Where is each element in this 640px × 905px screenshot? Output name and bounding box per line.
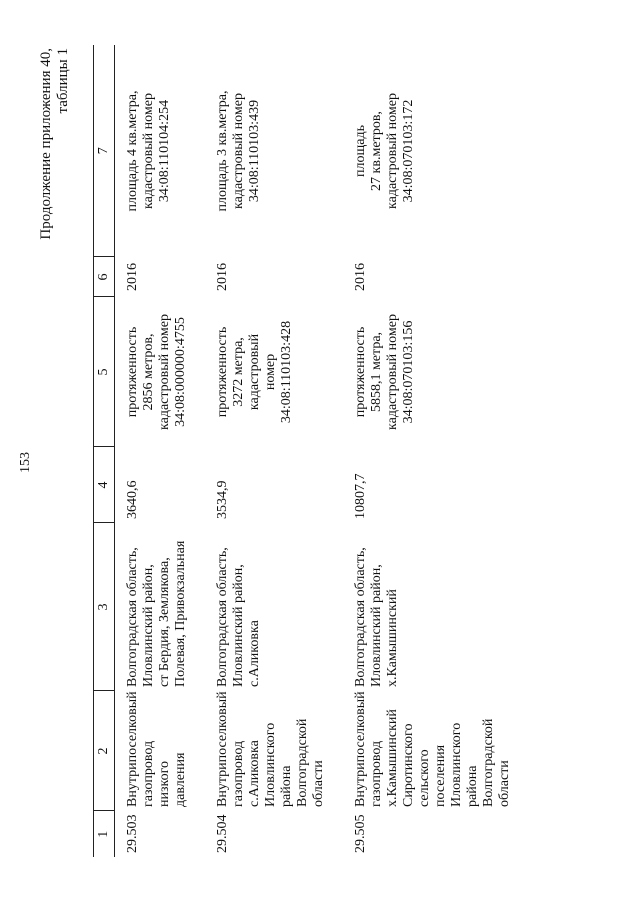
object-name-line: Волгоградской	[481, 718, 496, 807]
row-number: 29.505	[353, 814, 368, 853]
object-location-line: Иловлинский район,	[141, 564, 156, 687]
object-name-line: давления	[173, 752, 188, 807]
objects-table	[93, 45, 529, 857]
land-plot-info	[343, 45, 529, 257]
table-body	[115, 45, 530, 857]
object-parameters	[343, 297, 529, 447]
object-name	[205, 691, 343, 811]
object-parameters-line: 34:08:110103:428	[279, 320, 294, 424]
object-name-line: Волгоградской	[295, 718, 310, 807]
object-name-line: Внутрипоселковый	[353, 691, 368, 807]
row-number: 29.503	[125, 814, 140, 853]
page-number: 153	[18, 452, 33, 473]
object-name-line: с.Аликовка	[247, 740, 262, 807]
object-parameters-line: кадастровый номер	[157, 314, 172, 430]
land-plot-info-line: 34:08:110104:254	[157, 99, 172, 203]
object-name-line: Иловлинского района	[449, 722, 480, 807]
object-location-line: Иловлинский район,	[231, 564, 246, 687]
object-name-line: газопровод низкого	[141, 740, 172, 807]
object-parameters-line: номер	[263, 353, 278, 391]
object-name	[343, 691, 529, 811]
land-plot-info-line: площадь 3 кв.метра,	[215, 90, 230, 212]
object-parameters-line: 34:08:070103:156	[401, 320, 416, 424]
object-location-line: ст Бердия, Землякова,	[157, 557, 172, 687]
object-name-line: газопровод	[231, 740, 246, 807]
object-name	[115, 691, 206, 811]
object-parameters	[205, 297, 343, 447]
header-row	[94, 45, 115, 857]
object-name-line: Внутрипоселковый	[125, 691, 140, 807]
object-parameters-line: кадастровый номер	[385, 314, 400, 430]
object-year: 2016	[125, 263, 140, 291]
column-header: 6	[94, 257, 115, 297]
object-name-line: газопровод	[369, 740, 384, 807]
object-parameters-line: 5858,1 метра,	[369, 331, 384, 413]
column-header: 1	[94, 811, 115, 857]
land-plot-info-line: кадастровый номер	[141, 93, 156, 209]
table-row	[343, 45, 529, 857]
land-plot-info-line: 27 кв.метров,	[369, 111, 384, 191]
object-name-line: Внутрипоселковый	[215, 691, 230, 807]
land-plot-info-line: кадастровый номер	[385, 93, 400, 209]
object-year: 2016	[215, 263, 230, 291]
column-header: 4	[94, 447, 115, 523]
object-location-line: Полевая, Привокзальная	[173, 540, 188, 687]
land-plot-info	[205, 45, 343, 257]
object-name-line: области	[497, 760, 512, 807]
object-name-line: Сиротинского	[401, 723, 416, 807]
object-parameters-line: протяженность	[125, 326, 140, 418]
object-location-line: с.Аликовка	[247, 620, 262, 687]
object-name-line: Иловлинского района	[263, 722, 294, 807]
object-location	[115, 523, 206, 691]
land-plot-info	[115, 45, 206, 257]
land-plot-info-line: кадастровый номер	[231, 93, 246, 209]
object-location-line: Иловлинский район,	[369, 564, 384, 687]
column-header: 3	[94, 523, 115, 691]
land-plot-info-line: площадь 4 кв.метра,	[125, 90, 140, 212]
object-parameters-line: кадастровый	[247, 333, 262, 411]
object-location	[343, 523, 529, 691]
continuation-note	[38, 48, 72, 308]
row-number: 29.504	[215, 814, 230, 853]
object-location	[205, 523, 343, 691]
object-name-line: сельского поселения	[417, 744, 448, 807]
land-plot-info-line: площадь	[353, 125, 368, 177]
object-parameters	[115, 297, 206, 447]
column-header: 7	[94, 45, 115, 257]
land-plot-info-line: 34:08:070103:172	[401, 99, 416, 203]
object-cost: 10807,7	[353, 473, 368, 519]
object-cost: 3640,6	[125, 480, 140, 519]
continuation-line-1: Продолжение приложения 40,	[38, 48, 54, 240]
object-year: 2016	[353, 263, 368, 291]
object-parameters-line: протяженность	[353, 326, 368, 418]
table-row	[115, 45, 206, 857]
object-location-line: х.Камышинский	[385, 589, 400, 687]
continuation-line-2: таблицы 1	[55, 48, 71, 114]
object-location-line: Волгоградская область,	[125, 547, 140, 687]
object-name-line: области	[311, 760, 326, 807]
object-cost: 3534,9	[215, 480, 230, 519]
column-header: 5	[94, 297, 115, 447]
object-location-line: Волгоградская область,	[353, 547, 368, 687]
object-parameters-line: 3272 метра,	[231, 337, 246, 407]
column-header: 2	[94, 691, 115, 811]
object-parameters-line: 34:08:000000:4755	[173, 317, 188, 427]
object-parameters-line: протяженность	[215, 326, 230, 418]
table-row	[205, 45, 343, 857]
object-name-line: х.Камышинский	[385, 709, 400, 807]
object-location-line: Волгоградская область,	[215, 547, 230, 687]
object-parameters-line: 2856 метров,	[141, 333, 156, 411]
land-plot-info-line: 34:08:110103:439	[247, 99, 262, 203]
